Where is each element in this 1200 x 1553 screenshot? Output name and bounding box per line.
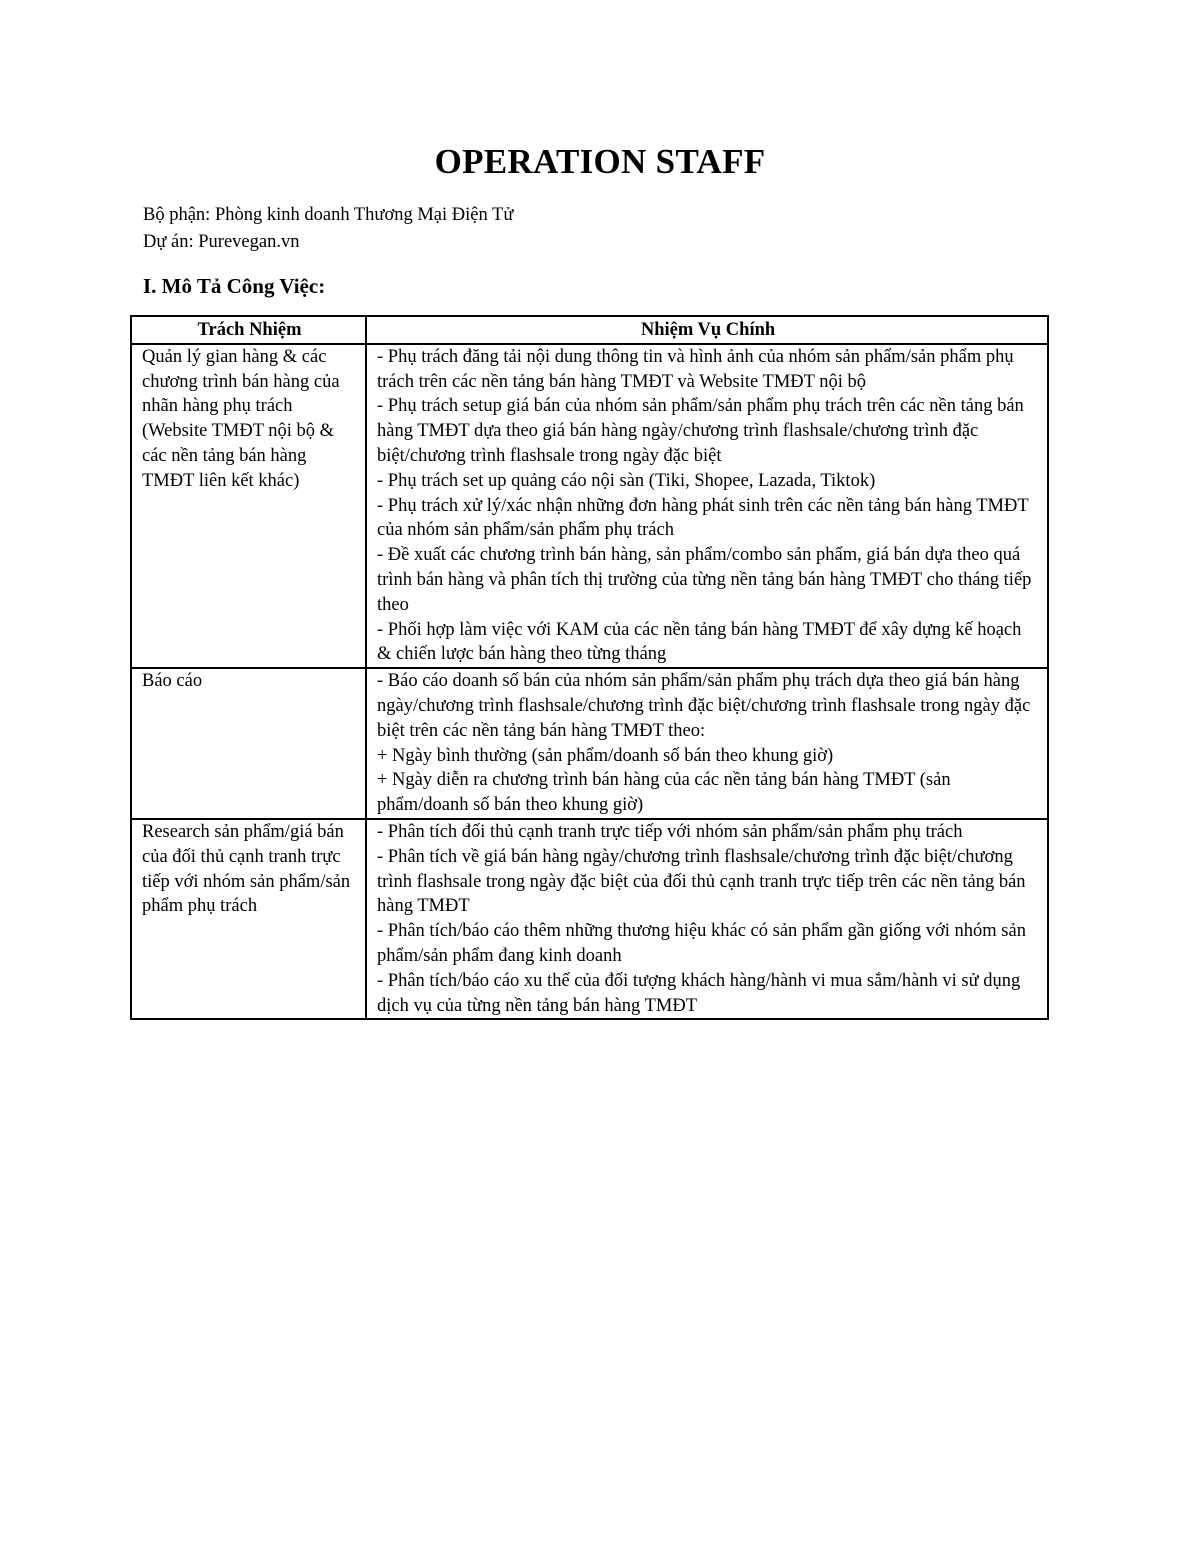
header-main-tasks: Nhiệm Vụ Chính: [366, 316, 1048, 344]
task-item: - Phụ trách đăng tải nội dung thông tin và hình ảnh của nhóm sản phẩm/sản phẩm phụ trách trên các nền tảng bán hàng TMĐT và Website TMĐT nội bộ: [377, 346, 1014, 392]
table-row: [131, 344, 1048, 668]
department-line: Bộ phận: Phòng kinh doanh Thương Mại Điện Tử: [143, 205, 514, 225]
job-duties-table: [130, 315, 1049, 1020]
task-item: - Phân tích/báo cáo xu thế của đối tượng khách hàng/hành vi mua sắm/hành vi sử dụng dịch vụ của từng nền tảng bán hàng TMĐT: [377, 970, 1021, 1016]
tasks-cell: [366, 344, 1048, 668]
task-item: + Ngày diễn ra chương trình bán hàng của các nền tảng bán hàng TMĐT (sản phẩm/doanh số bán theo khung giờ): [377, 770, 951, 816]
task-item: - Phụ trách set up quảng cáo nội sàn (Tiki, Shopee, Lazada, Tiktok): [377, 470, 876, 491]
tasks-cell: [366, 819, 1048, 1019]
project-line: Dự án: Purevegan.vn: [143, 232, 300, 252]
task-item: - Báo cáo doanh số bán của nhóm sản phẩm/sản phẩm phụ trách dựa theo giá bán hàng ngày/chương trình flashsale/chương trình đặc biệt/chương trình flashsale trong ngày đặc biệt trên các nền tảng bán hàng TMĐT theo:: [377, 671, 1031, 741]
task-item: - Phụ trách xử lý/xác nhận những đơn hàng phát sinh trên các nền tảng bán hàng TMĐT của nhóm sản phẩm/sản phẩm phụ trách: [377, 495, 1029, 541]
responsibility-cell: Quản lý gian hàng & các chương trình bán hàng của nhãn hàng phụ trách (Website TMĐT nội bộ & các nền tảng bán hàng TMĐT liên kết khác): [131, 344, 366, 668]
table-header-row: [131, 316, 1048, 344]
task-item: - Đề xuất các chương trình bán hàng, sản phẩm/combo sản phẩm, giá bán dựa theo quá trình bán hàng và phân tích thị trường của từng nền tảng bán hàng TMĐT cho tháng tiếp theo: [377, 545, 1032, 615]
task-item: - Phụ trách setup giá bán của nhóm sản phẩm/sản phẩm phụ trách trên các nền tảng bán hàng TMĐT dựa theo giá bán hàng ngày/chương trình flashsale/chương trình đặc biệt/chương trình flashsale trong ngày đặc biệt: [377, 396, 1024, 466]
section-heading: I. Mô Tả Công Việc:: [143, 274, 326, 298]
task-item: - Phối hợp làm việc với KAM của các nền tảng bán hàng TMĐT để xây dựng kế hoạch & chiến lược bán hàng theo từng tháng: [377, 619, 1022, 665]
responsibility-cell: Báo cáo: [131, 668, 366, 819]
document-title: OPERATION STAFF: [434, 142, 766, 181]
tasks-cell: [366, 668, 1048, 819]
task-item: + Ngày bình thường (sản phẩm/doanh số bán theo khung giờ): [377, 745, 834, 766]
task-item: - Phân tích về giá bán hàng ngày/chương trình flashsale/chương trình đặc biệt/chương trình flashsale trong ngày đặc biệt của đối thủ cạnh tranh trực tiếp trên các nền tảng bán hàng TMĐT: [377, 846, 1026, 917]
task-item: - Phân tích đối thủ cạnh tranh trực tiếp với nhóm sản phẩm/sản phẩm phụ trách: [377, 821, 963, 842]
table-row: [131, 819, 1048, 1019]
header-responsibility: Trách Nhiệm: [131, 316, 366, 344]
table-row: [131, 668, 1048, 819]
responsibility-cell: Research sản phẩm/giá bán của đối thủ cạnh tranh trực tiếp với nhóm sản phẩm/sản phẩm phụ trách: [131, 819, 366, 1019]
task-item: - Phân tích/báo cáo thêm những thương hiệu khác có sản phẩm gần giống với nhóm sản phẩm/sản phẩm đang kinh doanh: [377, 921, 1026, 966]
